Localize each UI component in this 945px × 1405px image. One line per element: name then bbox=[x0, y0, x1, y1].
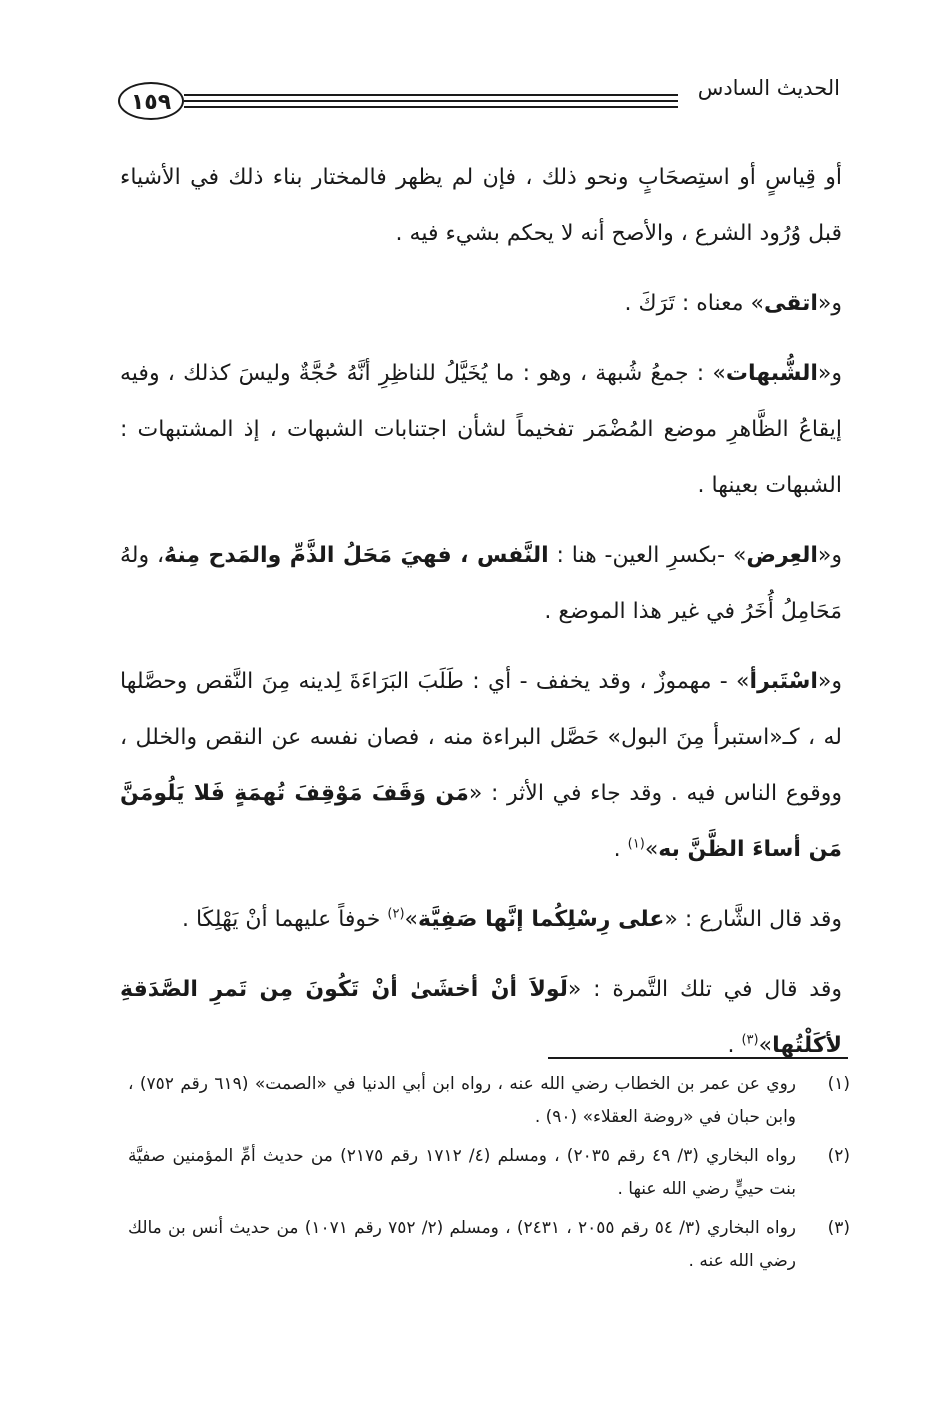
header-rule bbox=[184, 106, 678, 108]
main-text bbox=[120, 150, 842, 1074]
footnote bbox=[128, 1212, 850, 1278]
paragraph-text: . bbox=[613, 837, 628, 862]
quote-mark: » bbox=[404, 907, 419, 932]
paragraph-text: . bbox=[727, 1033, 742, 1058]
defined-term: الشُّبهات bbox=[725, 361, 818, 386]
footnote-number: (٣) bbox=[827, 1218, 850, 1238]
quote-mark: » bbox=[644, 837, 659, 862]
footnote-number: (١) bbox=[827, 1074, 850, 1094]
quote-mark: و« bbox=[817, 669, 842, 694]
paragraph-text: وقد قال في تلك التَّمرة : « bbox=[567, 977, 842, 1002]
paragraph-text: » معناه : تَرَكَ . bbox=[624, 291, 764, 316]
defined-term: العِرض bbox=[746, 543, 818, 568]
paragraph bbox=[120, 150, 842, 262]
paragraph-text: أو قِياسٍ أو استِصحَابٍ ونحو ذلك ، فإن لم يظهر فالمختار بناء ذلك في الأشياء قبل وُرُود الشرع ، والأصح أنه لا يحكم بشيء فيه . bbox=[120, 165, 842, 246]
footnote-text: روي عن عمر بن الخطاب رضي الله عنه ، رواه ابن أبي الدنيا في «الصمت» (٦١٩ رقم ٧٥٢) ، وابن حبان في «روضة العقلاء» (٩٠) . bbox=[128, 1074, 796, 1127]
paragraph-text: » - مهموزٌ ، وقد يخفف - أي : طَلَبَ البَرَاءَةَ لِدينه مِنَ النَّقص وحصَّلها له ، كـ«استبرأ مِنَ البول» حَصَّل البراءة منه ، فصان نفسه عن النقص والخلل ، ووقوع الناس فيه . وقد جاء في الأثر : « bbox=[120, 669, 842, 806]
quote-mark: » bbox=[758, 1033, 773, 1058]
paragraph bbox=[120, 654, 842, 878]
footnote-text: رواه البخاري (٣/ ٤٩ رقم ٢٠٣٥) ، ومسلم (٤/ ١٧١٢ رقم ٢١٧٥) من حديث أمِّ المؤمنين صفيَّة بنت حييٍّ رضي الله عنها . bbox=[128, 1146, 796, 1199]
quoted-athar: مَن وَقَفَ مَوْقِفَ تُهمَةٍ فَلا يَلُومَنَّ مَن أساءَ الظَّنَّ به bbox=[120, 781, 842, 862]
paragraph bbox=[120, 528, 842, 640]
defined-term: اتقى bbox=[764, 291, 818, 316]
hadith-phrase: النَّفس ، فهيَ مَحَلُ الذَّمِّ والمَدح مِنهُ bbox=[164, 543, 549, 568]
footnote bbox=[128, 1068, 850, 1134]
running-header bbox=[118, 70, 840, 130]
footnote-number: (٢) bbox=[827, 1146, 850, 1166]
paragraph-text: » : جمعُ شُبهة ، وهو : ما يُخَيَّلُ للناظِرِ أنَّهُ حُجَّةٌ وليسَ كذلك ، وفيه إيقاعُ الظَّاهرِ موضع المُضْمَر تفخيماً لشأن اجتنابات الشبهات ، إذ المشتبهات : الشبهات بعينها . bbox=[120, 361, 842, 498]
footnotes bbox=[128, 1068, 850, 1284]
paragraph bbox=[120, 892, 842, 948]
footnote-ref[interactable]: (١) bbox=[627, 836, 645, 852]
paragraph-text: وقد قال الشَّارع : « bbox=[664, 907, 842, 932]
footnote-ref[interactable]: (٣) bbox=[741, 1032, 759, 1048]
footnote-text: رواه البخاري (٣/ ٥٤ رقم ٢٠٥٥ ، ٢٤٣١) ، ومسلم (٢/ ٧٥٢ رقم ١٠٧١) من حديث أنس بن مالك رضي الله عنه . bbox=[128, 1218, 796, 1271]
paragraph bbox=[120, 346, 842, 514]
header-rule bbox=[184, 100, 678, 102]
quote-mark: و« bbox=[817, 543, 842, 568]
paragraph-text: خوفاً عليهما أنْ يَهْلِكَا . bbox=[181, 907, 388, 932]
quoted-hadith: على رِسْلِكُما إنَّها صَفِيَّة bbox=[418, 907, 665, 932]
paragraph-text: ، ولهُ مَحَامِلُ أُخَرُ في غير هذا الموضع . bbox=[120, 543, 842, 624]
quoted-hadith: لَولاَ أنْ أخشَىٰ أنْ تَكُونَ مِن تَمرِ الصَّدَقةِ لأكَلْتُها bbox=[120, 977, 842, 1058]
quote-mark: و« bbox=[817, 361, 842, 386]
defined-term: اسْتَبرأ bbox=[749, 669, 818, 694]
page-number-badge: ١٥٩ bbox=[118, 82, 184, 120]
footnote-ref[interactable]: (٢) bbox=[387, 906, 405, 922]
footnote bbox=[128, 1140, 850, 1206]
header-rule bbox=[184, 94, 678, 96]
paragraph bbox=[120, 276, 842, 332]
quote-mark: و« bbox=[817, 291, 842, 316]
footnote-separator bbox=[548, 1057, 848, 1059]
paragraph-text: » -بكسرِ العين- هنا : bbox=[548, 543, 747, 568]
chapter-title: الحديث السادس bbox=[697, 76, 840, 100]
